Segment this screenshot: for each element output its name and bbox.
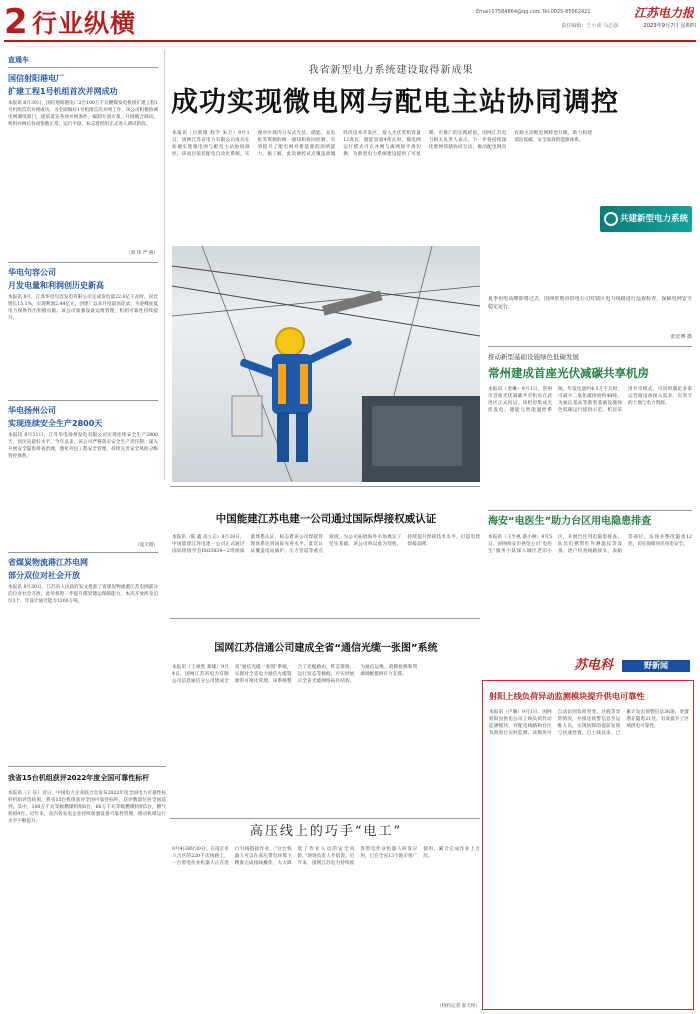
left-article-2-body: 本报讯 8月，江苏华电句容发电有限公司完成发电量22.8亿千瓦时，同比增长15.1%，实现利润2.44亿元，创建厂以来月度最高纪录，为迎峰度夏电力保供作出积极贡献。该公司加强设备运维管理，机组可靠性持续提升。 — [8, 295, 158, 321]
right-divider-1 — [488, 510, 692, 511]
left-article-1-byline: （周 伟 严 燕） — [126, 251, 158, 256]
mid-divider-2 — [170, 618, 480, 619]
left-column-separator — [164, 50, 165, 480]
right-article-1-body: 本报讯（金琳）9月1日，常州市首座光伏减碳共享机房在武进区正式投运。该机房集成光伏发电、储能与智能温控系统，年发电量约4.5万千瓦时，可减少二氧化碳排放约40吨，为通信基站等新型基础设施绿色低碳运行提供示范。机房采用共享模式，可同时满足多家运营商设备接入需求，有效节约土地与电力资源。 — [488, 387, 692, 413]
mid-article-3-byline: （特约记者 张天纬） — [437, 1004, 480, 1009]
left-article-1-title: 国信射阳港电厂 扩建工程1号机组首次并网成功 — [8, 74, 118, 96]
mid-article-1-body: 本报讯（陈 鑫 高立志）8月28日，中国能建江苏电建一公司正式通过国际焊接学会ISO3834—2焊接质量体系认证，标志着该公司焊接管理体系达到国际先进水平。此次认证覆盖电站锅炉、压力管道等重点领域，为公司拓展海外市场奠定了坚实基础。该公司将以此为契机，持续提升焊接技术水平，打造电建焊接品牌。 — [172, 535, 480, 554]
mid-article-1-title: 中国能建江苏电建一公司通过国际焊接权威认证 — [215, 513, 437, 525]
photo-credit: 张宏博 摄 — [670, 334, 692, 340]
mid-article-2-body: 本报讯（王翠然 郑雄）9月4日，国网江苏省电力有限公司信息通信分公司建成全省“通信光缆一张图”系统，实现对全省电力通信光缆资源的可视化管理。该系统整合了光缆路由、纤芯资源、运行状态等数据，可实时展示全省光缆网络拓扑结构，为通信运维、故障抢修和资源调配提供有力支撑。 — [172, 665, 418, 684]
mid-article-3-body: 9月4日8时30分，在南京市六合区的220千伏线路上，一台带电作业机器人正在进行引线搭接作业。“这台机器人可以在高压带电环境下精准完成接线操作，大大降低了作业人员的安全风险。”现场负责人介绍说。近年来，国网江苏电力持续推进带电作业机器人研发应用，已在全省13个地市推广使用，累计完成作业上万次。 — [172, 847, 480, 866]
right-article-3-title: 射阳上线负荷异动监测模块提升供电可靠性 — [489, 691, 645, 701]
left-article-3-title: 华电扬州公司 实现连续安全生产2800天 — [8, 406, 103, 428]
highlight-box — [482, 680, 694, 1010]
masthead-rule — [4, 40, 696, 42]
column-tag: 直通车 — [8, 56, 29, 64]
mid-article-3-title: 高压线上的巧手“电工” — [249, 824, 403, 839]
left-divider-4 — [8, 766, 166, 767]
left-article-4-body: 本报讯 8月30日，江苏省人民政府发文批准了省煤炭物流港江苏电网部分泊位对社会开放，此举将进一步提升煤炭储运保障能力。本次开放涉及泊位3个，年设计通过能力1200万吨。 — [8, 585, 158, 604]
badge-icon — [604, 212, 618, 226]
left-divider-2 — [8, 400, 158, 401]
left-article-1-body: 本报讯 8月30日，国信射阳港电厂2台100万千瓦燃煤发电机组扩建工程1号机组首次并网成功。为全面做好1号机组首次并网工作，该公司积极协调电网调度部门，提前落实各项并网条件，编制专项方案，开展联合调试。机组并网后各项参数正常，运行平稳，标志着机组正式进入调试阶段。 — [8, 101, 158, 127]
right-article-2-body: 本报讯（王亨惠 蔡小林）9月5日，国网海安市供电公司“电医生”服务小队深入城区老旧小区，开展台区用电隐患排查。队员们携带红外测温仪等设备，逐户检查线路接头、表箱等部位，发现并整改隐患12处，切实保障居民用电安全。 — [488, 535, 692, 554]
main-headline: 成功实现微电网与配电主站协同调控 — [171, 87, 619, 118]
left-divider-1 — [8, 262, 158, 263]
section-title: 行业纵横 — [32, 9, 137, 38]
column-tag-rule — [8, 67, 158, 68]
badge-label: 共建新型电力系统 — [620, 214, 689, 224]
left-article-3-body: 本报讯 8月31日，江苏华电扬州发电有限公司实现连续安全生产2800天，创历史最好水平。今年以来，该公司严格落实安全生产责任制，深入开展安全隐患排查治理，强化外包工程安全管理，持续完善安全风险分级管控体系。 — [8, 433, 158, 459]
left-article-2-title: 华电句容公司 月发电量和利润创历史新高 — [8, 268, 104, 290]
photo-caption: 夏季用电高峰即将过去，国网常熟市供电公司对辖区电力线路进行巡视检查，保障电网安全稳定运行。 — [488, 296, 692, 310]
editor-line: 责任编辑：王小成 马志强 — [561, 23, 618, 29]
mid-divider-top — [170, 486, 480, 487]
right-article-1-title: 常州建成首座光伏减碳共享机房 — [488, 366, 649, 380]
lineworker-photo — [172, 246, 480, 482]
right-article-2-title: 海安“电医生”助力台区用电隐患排查 — [488, 516, 652, 527]
caption-divider — [488, 346, 692, 347]
right-article-3-body: 本报讯（卢璐）9月1日，国网射阳县供电公司上线负荷异动监测模块，对配电线路和台区负荷进行实时监测。该模块可自动识别负荷突变、过载等异常情况，并推送预警信息至运维人员，实现故障的提前发现与快速处置。自上线以来，已累计发出预警信息36条，处置潜在隐患21处，有效提升了区域供电可靠性。 — [489, 710, 689, 736]
page-number: 2 — [4, 5, 28, 39]
main-lede-tail — [600, 130, 692, 200]
contact-line: Email:07584864@qq.com Tel:0025-85062421 — [476, 9, 591, 15]
main-kicker: 我省新型电力系统建设取得新成果 — [308, 65, 474, 76]
mid-article-2-title: 国网江苏信通公司建成全省“通信光缆一张图”系统 — [214, 643, 438, 654]
left-article-5-body: 本报讯（王 钰）近日，中国电力企业联合会发布2022年度全国电力可靠性标杆机组评选结果，我省15台机组获评全国可靠性标杆，获评数量位居全国前列。其中，100万千瓦等级燃煤机组6台，60万千瓦等级燃煤机组5台，燃气机组4台。近年来，省内各发电企业持续加强设备可靠性管理，推动机组运行水平不断提升。 — [8, 791, 166, 824]
left-article-3-byline: （夏天翔） — [135, 543, 158, 548]
right-article-1-kicker: 推动新型基础设施绿色低碳发展 — [488, 353, 579, 361]
issue-date: 2023年9月7日 星期四 — [643, 23, 696, 29]
sudianke-logo — [574, 656, 692, 676]
sudianke-logo-sub: 野新闻 — [622, 660, 690, 672]
paper-name: 江苏电力报 — [633, 6, 694, 20]
left-article-5-title: 我省15台机组获评2022年度全国可靠性标杆 — [8, 774, 150, 782]
mid-divider-3 — [170, 818, 480, 819]
main-lede: 本报讯（吕新维 程学 朱卫）9月1日，国网江苏省电力有限公司成功在盐城实现微电网与配电主站协同调控。该项目依托配电自动化系统，实现对区域内分布式光伏、储能、充电桩等资源的统一感知和协同控制，有效提升了配电网对新能源的消纳能力。据了解，此次调控试点覆盖盐城经济技术开发区，接入光伏装机容量12兆瓦，储能容量4兆瓦时。微电网运行模式可在并网与离网间平滑切换，为新型电力系统建设提供了可复制、可推广的实践经验。国网江苏电力相关负责人表示，下一步将持续深化源网荷储协同互动，推动配电网向有源主动配电网转型升级，助力构建清洁低碳、安全高效的能源体系。 — [172, 131, 592, 157]
left-divider-3 — [8, 552, 158, 553]
new-power-system-badge — [600, 206, 692, 232]
sudianke-logo-main: 苏电科 — [574, 658, 614, 673]
left-article-4-title: 省煤炭物流港江苏电网 部分双位对社会开放 — [8, 558, 88, 580]
photo-illustration — [172, 246, 480, 482]
